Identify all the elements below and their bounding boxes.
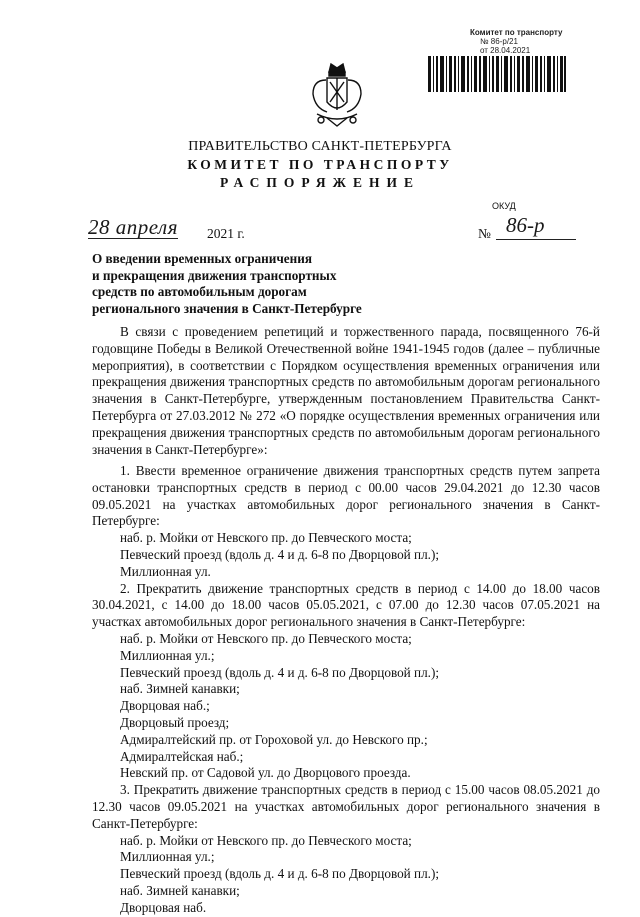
subject-line: О введении временных ограничения — [92, 251, 312, 266]
date-year: 2021 г. — [207, 226, 245, 241]
stamp-number: № 86-р/21 — [480, 37, 518, 46]
preamble-paragraph: В связи с проведением репетиций и торжественного парада, посвященного 76-й годовщине Победы в Великой Отечественной войне 1941-1945 годов (далее – публичные мероприятия), в соответствии с Порядком осуществления временных ограничения или прекращения движения транспортных средств по автомобильным дорогам регионального значения в Санкт-Петербурге, утвержденным постановлением Правительства Санкт-Петербурга от 27.03.2012 № 272 «О порядке осуществления временных ограничения или прекращения движения транспортных средств по автомобильным дорогам регионального значения в Санкт-Петербурге»: — [92, 324, 600, 457]
section-3-item: Певческий проезд (вдоль д. 4 и д. 6-8 по Дворцовой пл.); — [120, 866, 440, 882]
subject-line: средств по автомобильным дорогам — [92, 284, 307, 299]
subject-line: и прекращения движения транспортных — [92, 267, 337, 283]
section-3-item: наб. Зимней канавки; — [120, 882, 240, 898]
date-handwritten-text: 28 апреля — [88, 215, 178, 239]
barcode-icon — [428, 56, 566, 92]
section-2-item: наб. Зимней канавки; — [120, 681, 240, 697]
section-2-item: Адмиралтейская наб.; — [120, 748, 244, 764]
document-type: РАСПОРЯЖЕНИЕ — [219, 175, 421, 190]
section-2-item: Певческий проезд (вдоль д. 4 и д. 6-8 по Дворцовой пл.); — [120, 664, 440, 680]
number-prefix: № — [478, 226, 491, 241]
section-2-item: Невский пр. от Садовой ул. до Дворцового проезда. — [120, 765, 411, 781]
government-title: ПРАВИТЕЛЬСТВО САНКТ-ПЕТЕРБУРГА — [188, 139, 452, 154]
stamp-org: Комитет по транспорту — [470, 28, 563, 37]
okud-label: ОКУД — [492, 201, 516, 211]
section-1-item: наб. р. Мойки от Невского пр. до Певческого моста; — [120, 530, 412, 546]
number-underline — [496, 239, 576, 240]
section-2-item: Дворцовая наб.; — [120, 698, 210, 714]
preamble-block — [92, 324, 600, 458]
section-1-text: 1. Ввести временное ограничение движения транспортных средств путем запрета остановки транспортных средств в период с 00.00 часов 29.04.2021 до 12.30 часов 09.05.2021 на участках автомобильных дорог регионального значения в Санкт-Петербурге: — [92, 463, 600, 529]
registration-stamp — [462, 28, 622, 55]
section-3-text: 3. Прекратить движение транспортных средств в период с 15.00 часов 08.05.2021 до 12.30 часов 09.05.2021 на участках автомобильных дорог регионального значения в Санкт-Петербурге: — [92, 782, 600, 831]
section-2-text: 2. Прекратить движение транспортных средств в период с 14.00 до 18.00 часов 30.04.2021, с 14.00 до 18.00 часов 05.05.2021, с 07.00 до 12.30 часов 07.05.2021 на участках автомобильных дорог регионального значения в Санкт-Петербурге: — [92, 580, 600, 630]
section-2-item: Дворцовый проезд; — [120, 714, 230, 730]
section-3-item: наб. р. Мойки от Невского пр. до Певческого моста; — [120, 832, 412, 848]
section-1-item: Миллионная ул. — [120, 563, 211, 579]
stamp-date: от 28.04.2021 — [480, 46, 531, 55]
handwritten-number: 86-р — [506, 213, 545, 237]
document-subject — [92, 251, 362, 317]
section-3-item: Дворцовая наб. — [120, 899, 207, 915]
subject-line: регионального значения в Санкт-Петербурге — [92, 300, 362, 316]
date-underline — [88, 238, 178, 239]
section-2-item: Миллионная ул.; — [120, 647, 215, 663]
section-2-item: наб. р. Мойки от Невского пр. до Певческого моста; — [120, 630, 412, 646]
coat-of-arms-icon — [307, 60, 367, 132]
committee-title: КОМИТЕТ ПО ТРАНСПОРТУ — [187, 157, 453, 172]
section-3-item: Миллионная ул.; — [120, 849, 215, 865]
section-2-item: Адмиралтейский пр. от Гороховой ул. до Невского пр.; — [120, 731, 428, 747]
sections-block — [92, 463, 600, 917]
section-1-item: Певческий проезд (вдоль д. 4 и д. 6-8 по Дворцовой пл.); — [120, 546, 440, 562]
handwritten-date — [88, 215, 178, 240]
